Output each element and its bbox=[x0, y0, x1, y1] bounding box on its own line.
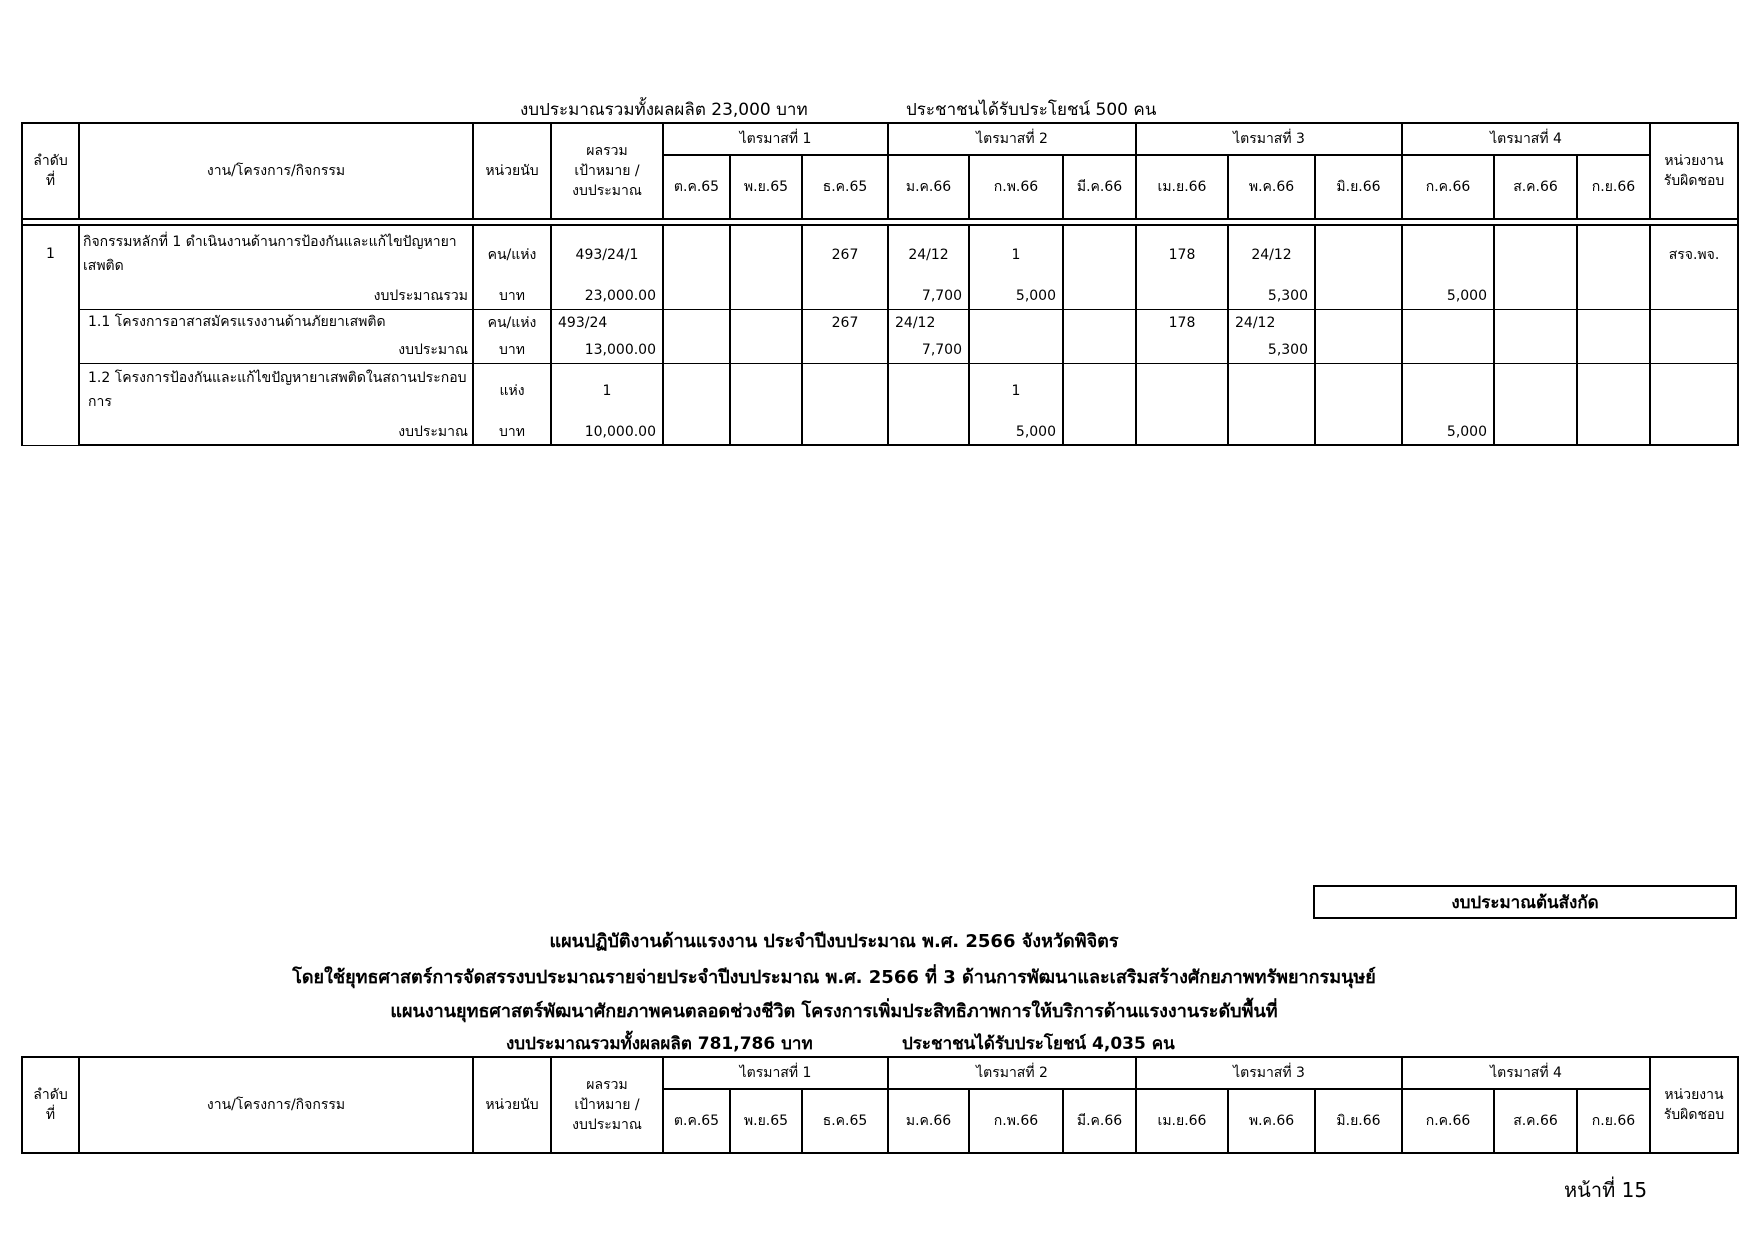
month-cell: 178 bbox=[1136, 309, 1228, 337]
plan-table bbox=[21, 122, 1739, 446]
budget-unit: บาท bbox=[473, 283, 551, 309]
budget-label: งบประมาณรวม bbox=[79, 283, 473, 309]
header-month: พ.ย.65 bbox=[730, 1089, 802, 1153]
header-quarter-2: ไตรมาสที่ 2 bbox=[888, 1057, 1136, 1089]
month-cell: 24/12 bbox=[1228, 309, 1315, 337]
month-cell bbox=[1402, 225, 1494, 283]
header-month: พ.ค.66 bbox=[1228, 1089, 1315, 1153]
header-no: ลำดับ ที่ bbox=[22, 123, 79, 219]
budget-month: 5,000 bbox=[969, 419, 1063, 445]
header-quarter-3: ไตรมาสที่ 3 bbox=[1136, 123, 1402, 155]
header-month: มี.ค.66 bbox=[1063, 1089, 1136, 1153]
header-month: มิ.ย.66 bbox=[1315, 1089, 1402, 1153]
header-month: ธ.ค.65 bbox=[802, 155, 888, 219]
program-title: แผนงานยุทธศาสตร์พัฒนาศักยภาพคนตลอดช่วงชีวิต โครงการเพิ่มประสิทธิภาพการให้บริการด้านแรงงานระดับพื้นที่ bbox=[390, 1001, 1278, 1022]
header-target: ผลรวม เป้าหมาย / งบประมาณ bbox=[551, 1057, 663, 1153]
month-cell: 178 bbox=[1136, 225, 1228, 283]
unit-cell: คน/แห่ง bbox=[473, 225, 551, 283]
budget-summary: งบประมาณรวมทั้งผลผลิต 23,000 บาท bbox=[520, 100, 808, 120]
header-quarter-1: ไตรมาสที่ 1 bbox=[663, 123, 888, 155]
table-row bbox=[22, 363, 1738, 419]
month-cell: 24/12 bbox=[1228, 225, 1315, 283]
header-month: ก.ค.66 bbox=[1402, 155, 1494, 219]
page-number: หน้าที่ 15 bbox=[1564, 1178, 1648, 1202]
header-quarter-3: ไตรมาสที่ 3 bbox=[1136, 1057, 1402, 1089]
month-cell bbox=[1063, 225, 1136, 283]
header-unit: หน่วยนับ bbox=[473, 123, 551, 219]
month-cell bbox=[730, 225, 802, 283]
header-month: ม.ค.66 bbox=[888, 1089, 969, 1153]
header-target: ผลรวม เป้าหมาย / งบประมาณ bbox=[551, 123, 663, 219]
month-cell: 267 bbox=[802, 225, 888, 283]
header-month: ส.ค.66 bbox=[1494, 155, 1577, 219]
month-cell: 267 bbox=[802, 309, 888, 337]
header-quarter-2: ไตรมาสที่ 2 bbox=[888, 123, 1136, 155]
header-month: ก.ย.66 bbox=[1577, 155, 1650, 219]
header-month: มี.ค.66 bbox=[1063, 155, 1136, 219]
budget-summary: งบประมาณรวมทั้งผลผลิต 781,786 บาท bbox=[506, 1034, 813, 1054]
plan-table-2 bbox=[21, 1056, 1739, 1154]
budget-source-box: งบประมาณต้นสังกัด bbox=[1313, 885, 1737, 919]
unit-cell: แห่ง bbox=[473, 363, 551, 419]
budget-unit: บาท bbox=[473, 419, 551, 445]
row-no: 1 bbox=[22, 225, 79, 445]
plan-title: แผนปฏิบัติงานด้านแรงงาน ประจำปีงบประมาณ พ.ศ. 2566 จังหวัดพิจิตร bbox=[549, 931, 1119, 952]
header-month: ก.พ.66 bbox=[969, 155, 1063, 219]
month-cell bbox=[1577, 225, 1650, 283]
budget-label: งบประมาณ bbox=[79, 419, 473, 445]
header-activity: งาน/โครงการ/กิจกรรม bbox=[79, 1057, 473, 1153]
header-no: ลำดับ ที่ bbox=[22, 1057, 79, 1153]
header-month: ส.ค.66 bbox=[1494, 1089, 1577, 1153]
header-responsible: หน่วยงาน รับผิดชอบ bbox=[1650, 1057, 1738, 1153]
header-month: มิ.ย.66 bbox=[1315, 155, 1402, 219]
header-month: ม.ค.66 bbox=[888, 155, 969, 219]
budget-total: 10,000.00 bbox=[551, 419, 663, 445]
strategy-title: โดยใช้ยุทธศาสตร์การจัดสรรงบประมาณรายจ่ายประจำปีงบประมาณ พ.ศ. 2566 ที่ 3 ด้านการพัฒนาและเสริมสร้างศักยภาพทรัพยากรมนุษย์ bbox=[292, 967, 1376, 988]
header-month: ก.ย.66 bbox=[1577, 1089, 1650, 1153]
header-activity: งาน/โครงการ/กิจกรรม bbox=[79, 123, 473, 219]
month-cell: 1 bbox=[969, 363, 1063, 419]
table-row bbox=[22, 337, 1738, 363]
budget-label: งบประมาณ bbox=[79, 337, 473, 363]
header-month: ต.ค.65 bbox=[663, 155, 730, 219]
table-row bbox=[22, 225, 1738, 283]
month-cell bbox=[663, 225, 730, 283]
unit-cell: คน/แห่ง bbox=[473, 309, 551, 337]
header-month: พ.ย.65 bbox=[730, 155, 802, 219]
month-cell: 24/12 bbox=[888, 225, 969, 283]
header-month: ธ.ค.65 bbox=[802, 1089, 888, 1153]
table-row bbox=[22, 283, 1738, 309]
month-cell bbox=[1494, 225, 1577, 283]
budget-month: 5,000 bbox=[1402, 419, 1494, 445]
budget-month: 7,700 bbox=[888, 283, 969, 309]
header-quarter-4: ไตรมาสที่ 4 bbox=[1402, 123, 1650, 155]
target-cell: 1 bbox=[551, 363, 663, 419]
table-row bbox=[22, 309, 1738, 337]
header-month: เม.ย.66 bbox=[1136, 1089, 1228, 1153]
budget-month: 5,000 bbox=[1402, 283, 1494, 309]
header-month: ก.ค.66 bbox=[1402, 1089, 1494, 1153]
budget-month: 5,300 bbox=[1228, 283, 1315, 309]
budget-month: 5,000 bbox=[969, 283, 1063, 309]
header-month: เม.ย.66 bbox=[1136, 155, 1228, 219]
target-cell: 493/24 bbox=[551, 309, 663, 337]
month-cell: 1 bbox=[969, 225, 1063, 283]
budget-month: 7,700 bbox=[888, 337, 969, 363]
header-responsible: หน่วยงาน รับผิดชอบ bbox=[1650, 123, 1738, 219]
beneficiaries-summary: ประชาชนได้รับประโยชน์ 500 คน bbox=[906, 100, 1157, 120]
responsible-cell: สรจ.พจ. bbox=[1650, 225, 1738, 283]
header-month: ก.พ.66 bbox=[969, 1089, 1063, 1153]
activity-name: 1.1 โครงการอาสาสมัครแรงงานด้านภัยยาเสพติด bbox=[79, 309, 473, 337]
beneficiaries-summary: ประชาชนได้รับประโยชน์ 4,035 คน bbox=[902, 1034, 1175, 1054]
header-unit: หน่วยนับ bbox=[473, 1057, 551, 1153]
budget-total: 13,000.00 bbox=[551, 337, 663, 363]
budget-total: 23,000.00 bbox=[551, 283, 663, 309]
header-month: พ.ค.66 bbox=[1228, 155, 1315, 219]
month-cell: 24/12 bbox=[888, 309, 969, 337]
header-quarter-1: ไตรมาสที่ 1 bbox=[663, 1057, 888, 1089]
budget-month: 5,300 bbox=[1228, 337, 1315, 363]
activity-name: 1.2 โครงการป้องกันและแก้ไขปัญหายาเสพติดในสถานประกอบการ bbox=[79, 363, 473, 419]
table-row bbox=[22, 419, 1738, 445]
target-cell: 493/24/1 bbox=[551, 225, 663, 283]
header-month: ต.ค.65 bbox=[663, 1089, 730, 1153]
budget-unit: บาท bbox=[473, 337, 551, 363]
header-quarter-4: ไตรมาสที่ 4 bbox=[1402, 1057, 1650, 1089]
activity-name: กิจกรรมหลักที่ 1 ดำเนินงานด้านการป้องกันและแก้ไขปัญหายาเสพติด bbox=[79, 225, 473, 283]
month-cell bbox=[1315, 225, 1402, 283]
